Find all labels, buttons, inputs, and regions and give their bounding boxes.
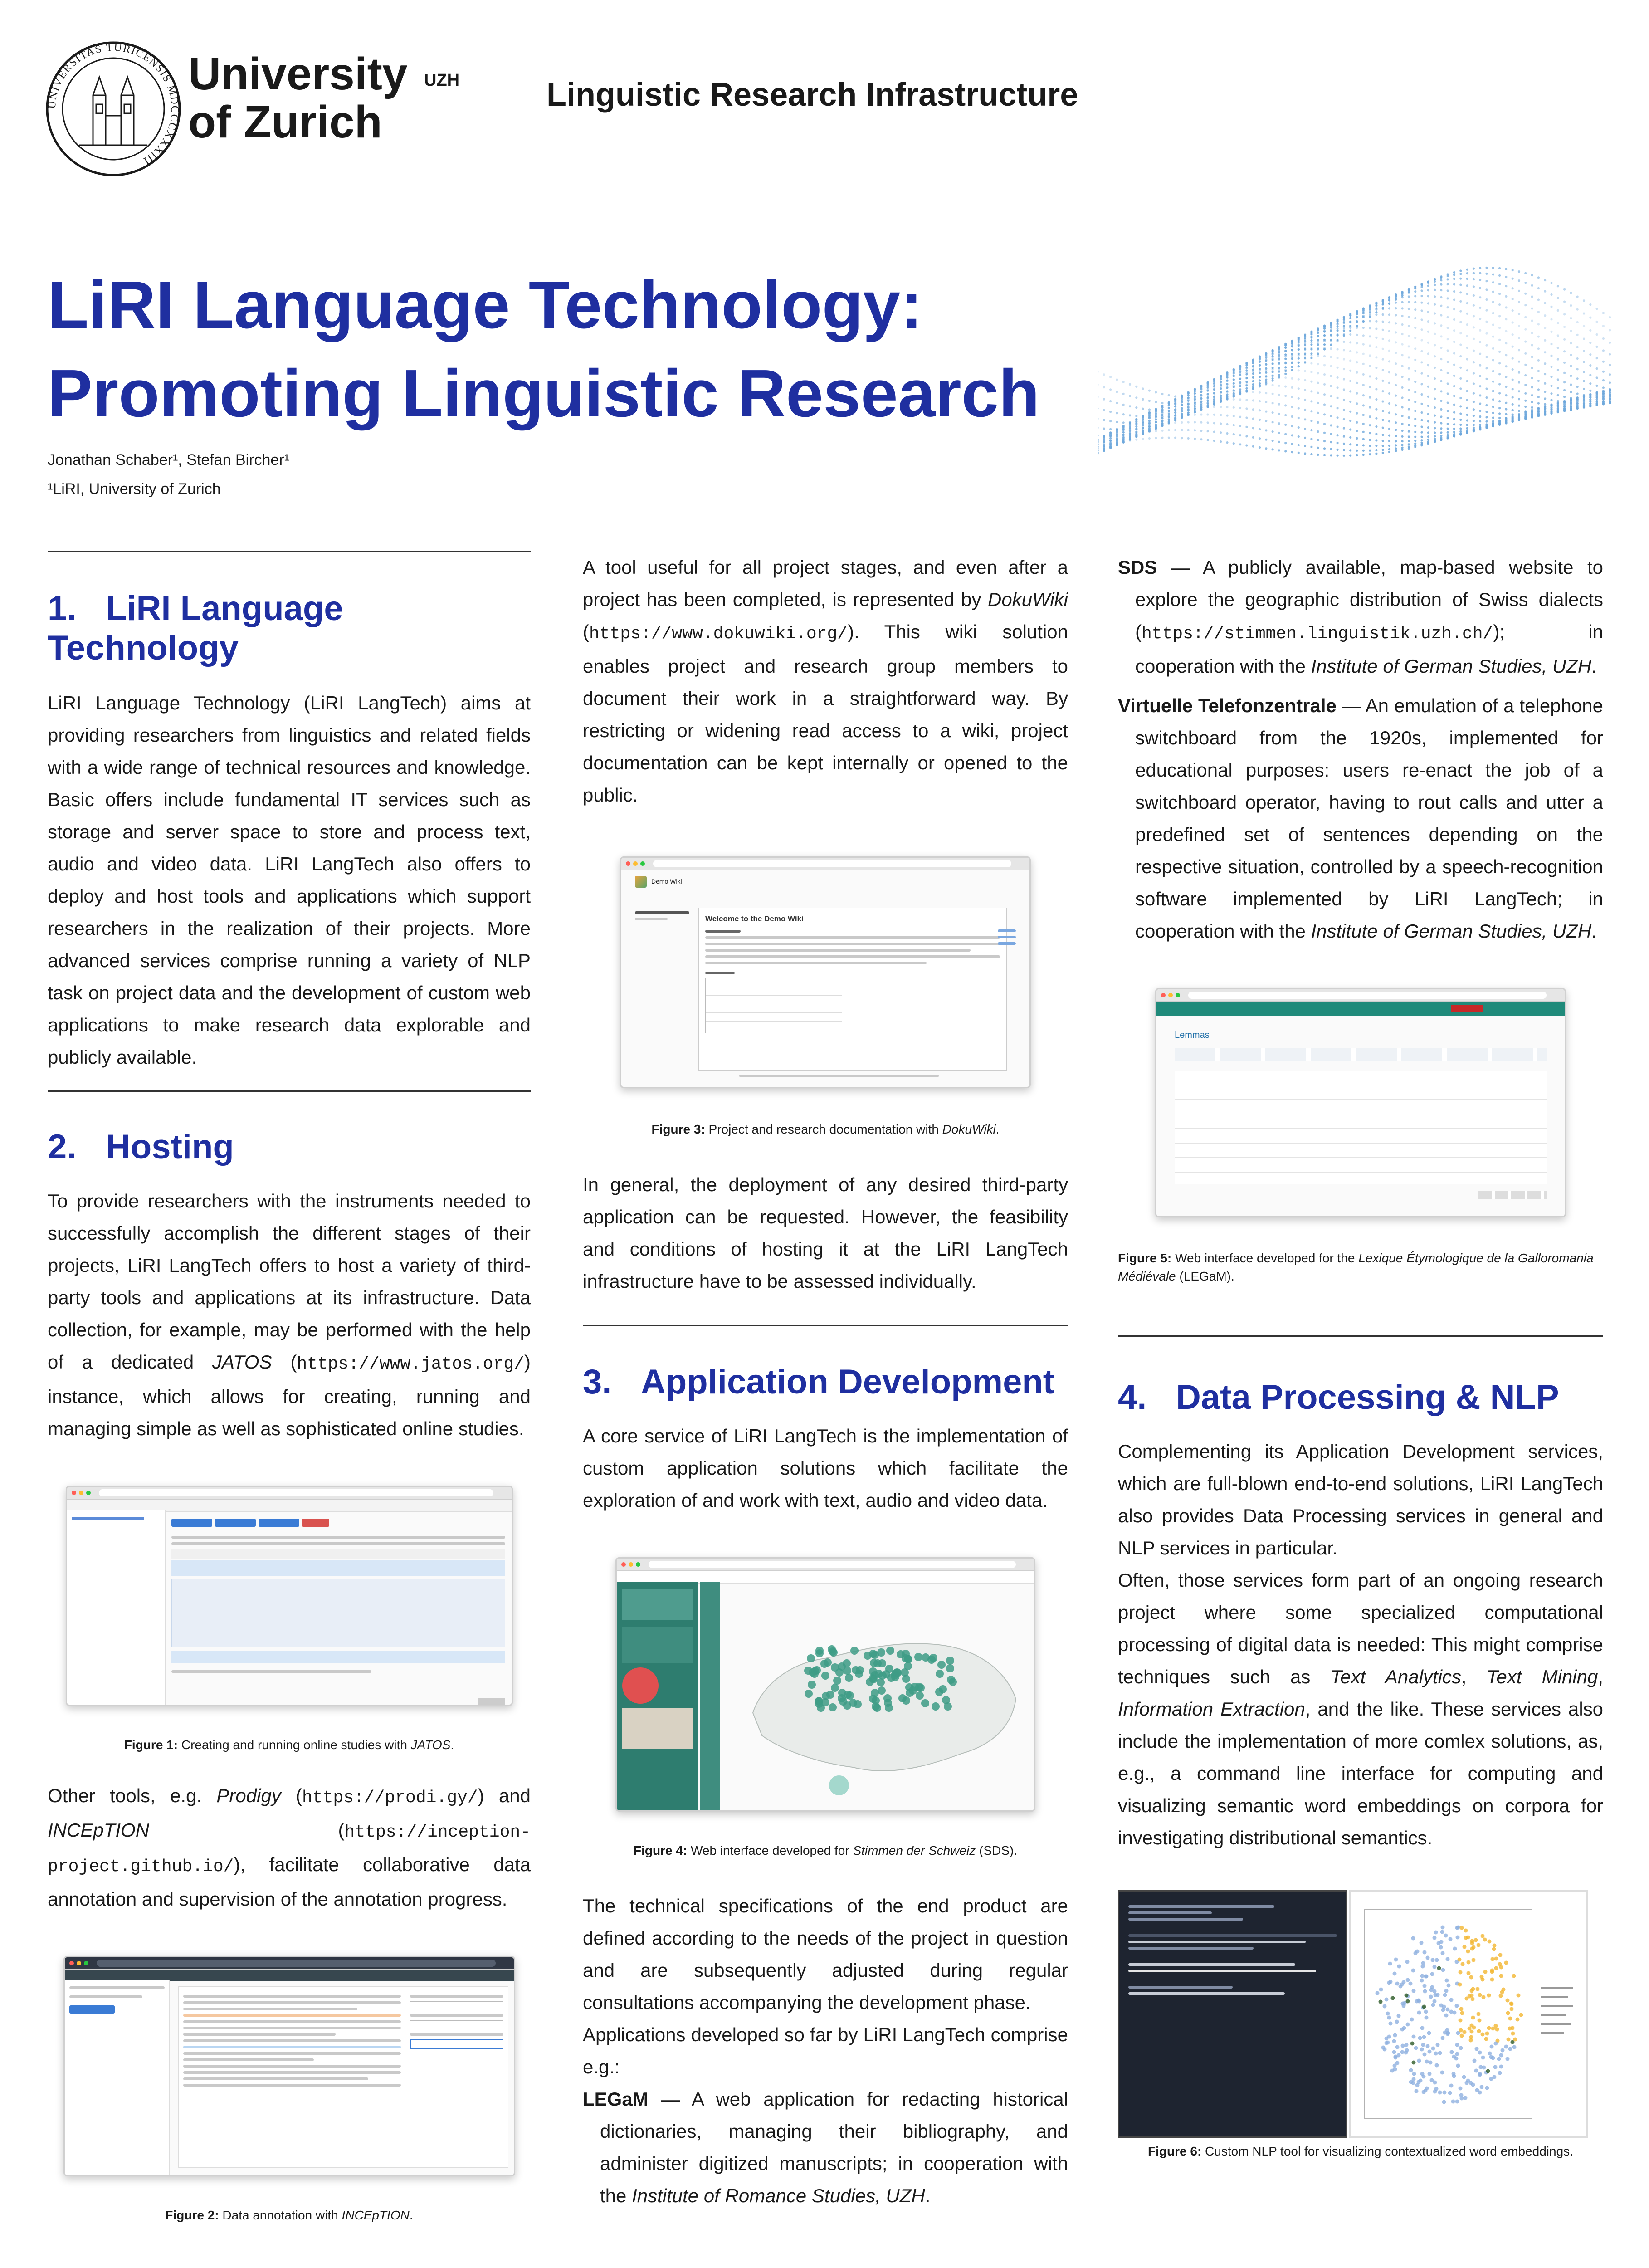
column-1 bbox=[48, 551, 531, 2223]
figure-1-caption: Figure 1: Creating and running online studies with JATOS. bbox=[124, 1738, 454, 1752]
university-name bbox=[188, 50, 459, 146]
section-2-text-1: To provide researchers with the instruments needed to successfully accomplish the different stages of their projects, LiRI LangTech offers to host a variety of third-party tools and applications at its infrastructure. Data collection, for example, may be performed with the help of a dedicated JATOS (https://www.jatos.org/) instance, which allows for creating, running and managing simple as well as sophisticated online studies. bbox=[48, 1190, 531, 1439]
section-2-title: Hosting bbox=[106, 1128, 234, 1166]
fig5-text: Web interface developed for the bbox=[1175, 1251, 1359, 1265]
section-divider bbox=[1118, 1335, 1603, 1337]
col2-p1a: A tool useful for all project stages, and even after a project has been completed, is represented by bbox=[583, 557, 1068, 610]
section-1-title: LiRI Language Technology bbox=[48, 589, 343, 667]
section-3-text-2: The technical specifications of the end product are defined according to the needs of the project in question and are subsequently adjusted during regular consultations accompanying the development phase. bbox=[583, 1895, 1068, 2013]
fig4-text: Web interface developed for bbox=[690, 1843, 853, 1857]
fig1-label: Figure 1: bbox=[124, 1738, 178, 1752]
browser-chrome bbox=[621, 858, 1029, 870]
fig2-text: Data annotation with bbox=[222, 2208, 342, 2222]
authors-block bbox=[48, 445, 289, 503]
uzh-mark: UZH bbox=[424, 71, 460, 90]
text-mining: Text Mining bbox=[1486, 1666, 1598, 1687]
section-4-title: Data Processing & NLP bbox=[1176, 1378, 1559, 1417]
text-analytics: Text Analytics bbox=[1330, 1666, 1461, 1687]
s2-p2b: and bbox=[484, 1785, 531, 1806]
section-2-heading bbox=[48, 1127, 531, 1167]
decorative-wave-graphic bbox=[1098, 222, 1615, 503]
section-divider bbox=[583, 1325, 1068, 1326]
fig1-text: Creating and running online studies with bbox=[181, 1738, 411, 1752]
sds-inst: Institute of German Studies, UZH bbox=[1311, 655, 1592, 677]
svg-text:UNIVERSITAS TURICENSIS MDCCCXX: UNIVERSITAS TURICENSIS MDCCCXXXIII bbox=[46, 41, 181, 167]
fig5-tail: (LEGaM). bbox=[1176, 1269, 1234, 1283]
legam-inst: Institute of Romance Studies, UZH bbox=[632, 2185, 925, 2206]
browser-chrome bbox=[1156, 989, 1565, 1002]
col2-text-1: A tool useful for all project stages, and even after a project has been completed, is represented by DokuWiki (https://www.dokuwiki.org/). This wiki solution enables project and research group members to document their work in a straightforward way. By restricting or widening read access to a wiki, project documentation can be kept internally or opened to the public. bbox=[583, 557, 1068, 806]
browser-chrome bbox=[67, 1487, 512, 1500]
section-3-heading bbox=[583, 1362, 1068, 1402]
vt-term: Virtuelle Telefonzentrale bbox=[1118, 695, 1337, 716]
section-1-heading bbox=[48, 589, 531, 668]
dokuwiki-name: DokuWiki bbox=[988, 589, 1068, 610]
vt-definition: Virtuelle Telefonzentrale — An emulation of a telephone switchboard from the 1920s, implemented for educational purposes: users re-enact the job of a switchboard operator, having to rout calls and utter a predefined set of sentences depending on the respective situation, controlled by a speech-recognition software implemented by LiRI LangTech; in cooperation with the Institute of German Studies, UZH. bbox=[1118, 695, 1603, 942]
s4-p2a: Often, those services form part of an ongoing research project where some specialized computational processing of digital data is needed: This might comprise techniques such as bbox=[1118, 1569, 1603, 1687]
figure-3-caption: Figure 3: Project and research documentation with DokuWiki. bbox=[651, 1122, 1000, 1136]
section-3-title: Application Development bbox=[641, 1363, 1055, 1401]
wiki-name: Demo Wiki bbox=[651, 878, 682, 885]
figure-4-caption bbox=[583, 1843, 1068, 1858]
section-2-text-2: Other tools, e.g. Prodigy (https://prodi.gy/) and INCEpTION (https://inception-project.github.io/), facilitate collaborative data annotation and supervision of the annotation progress. bbox=[48, 1785, 531, 1910]
legam-definition: LEGaM — A web application for redacting historical dictionaries, managing their bibliography, and administer digitized manuscripts; in cooperation with the Institute of Romance Studies, UZH. bbox=[583, 2088, 1068, 2206]
column-3 bbox=[1118, 551, 1603, 2159]
title-line-2: Promoting Linguistic Research bbox=[48, 356, 1040, 431]
fig2-label: Figure 2: bbox=[165, 2208, 219, 2222]
terminal-screenshot bbox=[1118, 1890, 1347, 2138]
fig6-text: Custom NLP tool for visualizing contextualized word embeddings. bbox=[1205, 2144, 1573, 2158]
column-2 bbox=[583, 551, 1068, 2212]
s2-p2c: , facilitate collaborative data annotation and supervision of the annotation progress. bbox=[48, 1854, 531, 1910]
university-name-text: University of Zurich bbox=[188, 49, 408, 147]
section-divider bbox=[48, 551, 531, 552]
wiki-page-title: Welcome to the Demo Wiki bbox=[705, 914, 804, 923]
section-3-text-1: A core service of LiRI LangTech is the implementation of custom application solutions which facilitate the exploration of and work with text, audio and video data. bbox=[583, 1425, 1068, 1511]
dokuwiki-url: https://www.dokuwiki.org/ bbox=[589, 624, 848, 644]
figure-2-caption: Figure 2: Data annotation with INCEpTION. bbox=[165, 2208, 413, 2222]
legam-def: — A web application for redacting historical dictionaries, managing their bibliography, and administer digitized manuscripts; in cooperation with the bbox=[600, 2088, 1068, 2206]
uzh-seal-logo bbox=[45, 41, 181, 177]
s2-p2a: Other tools, e.g. bbox=[48, 1785, 217, 1806]
fig6-label: Figure 6: bbox=[1148, 2144, 1202, 2158]
s4-p2b: , and the like. These services also include the implementation of more comlex solutions, as, e.g., a command line interface for computing and visualizing semantic word embeddings on corpora for investigating distributional semantics. bbox=[1118, 1698, 1604, 1848]
fig3-text: Project and research documentation with bbox=[708, 1122, 942, 1136]
fig1-em: JATOS bbox=[410, 1738, 451, 1752]
figure-3-screenshot bbox=[620, 856, 1031, 1088]
vt-inst: Institute of German Studies, UZH bbox=[1311, 920, 1592, 942]
section-1-number: 1. bbox=[48, 589, 77, 628]
inception-url: https://inception-project.github.io/ bbox=[48, 1823, 531, 1877]
fig5-label: Figure 5: bbox=[1118, 1251, 1172, 1265]
fig3-label: Figure 3: bbox=[651, 1122, 705, 1136]
vt-def: — An emulation of a telephone switchboard from the 1920s, implemented for educational purposes: users re-enact the job of a switchboard operator, having to rout calls and utter a predefined set of sentences depending on the respective situation, controlled by a speech-recognition software implemented by LiRI LangTech; in cooperation with the bbox=[1135, 695, 1603, 942]
embedding-plot-screenshot bbox=[1349, 1890, 1588, 2138]
section-4-heading bbox=[1118, 1378, 1603, 1417]
legam-term: LEGaM bbox=[583, 2088, 649, 2110]
section-3-number: 3. bbox=[583, 1363, 612, 1401]
sds-def: — A publicly available, map-based website to explore the geographic distribution of Swiss dialects ( bbox=[1135, 557, 1603, 642]
browser-chrome bbox=[65, 1957, 514, 1970]
browser-chrome bbox=[617, 1559, 1034, 1571]
fig4-tail: (SDS). bbox=[976, 1843, 1018, 1857]
prodigy-name: Prodigy bbox=[216, 1785, 281, 1806]
figure-4-screenshot bbox=[615, 1557, 1035, 1812]
sds-url: https://stimmen.linguistik.uzh.ch/ bbox=[1142, 624, 1493, 644]
section-4-text-2: Often, those services form part of an ongoing research project where some specialized computational processing of digital data is needed: This might comprise techniques such as Text Analytics, Text Mining, Information Extraction, and the like. These services also include the implementation of more comlex solutions, as, e.g., a command line interface for computing and visualizing semantic word embeddings on corpora for investigating distributional semantics. bbox=[1118, 1569, 1604, 1848]
section-divider bbox=[48, 1090, 531, 1092]
section-4-text-1: Complementing its Application Development services, which are full-blown end-to-end solutions, LiRI LangTech also provides Data Processing services in general and NLP services in particular. bbox=[1118, 1441, 1603, 1559]
fig4-label: Figure 4: bbox=[633, 1843, 688, 1857]
fig5-em: Lexique Étymologique de la Galloromania Médiévale bbox=[1118, 1251, 1594, 1283]
section-4-number: 4. bbox=[1118, 1378, 1147, 1417]
poster-title bbox=[48, 261, 1091, 438]
information-extraction: Information Extraction bbox=[1118, 1698, 1305, 1720]
jatos-name: JATOS bbox=[212, 1351, 272, 1373]
figure-6-screenshots bbox=[1118, 1890, 1590, 2135]
figure-5-screenshot bbox=[1155, 988, 1566, 1217]
swiss-map bbox=[726, 1595, 1025, 1804]
fig2-em: INCEpTION bbox=[342, 2208, 410, 2222]
s2-p1b: instance, which allows for creating, running and managing simple as well as sophisticated online studies. bbox=[48, 1386, 531, 1439]
sds-term: SDS bbox=[1118, 557, 1157, 578]
lemmas-heading: Lemmas bbox=[1175, 1030, 1210, 1040]
section-1-text: LiRI Language Technology (LiRI LangTech) aims at providing researchers from linguistics and related fields with a wide range of technical resources and knowledge. Basic offers include fundamental IT services such as storage and server space to store and process text, audio and video data. LiRI LangTech also offers to deploy and host tools and applications which support researchers in the realization of their projects. More advanced services comprise running a variety of NLP task on project data and the development of custom web applications to make research data explorable and publicly available. bbox=[48, 692, 531, 1068]
section-2-number: 2. bbox=[48, 1128, 77, 1166]
prodigy-url: https://prodi.gy/ bbox=[302, 1788, 478, 1808]
s2-p1a: To provide researchers with the instruments needed to successfully accomplish the different stages of their projects, LiRI LangTech offers to host a variety of third-party tools and applications at its infrastructure. Data collection, for example, may be performed with the help of a dedicated bbox=[48, 1190, 531, 1373]
authors: Jonathan Schaber¹, Stefan Bircher¹ bbox=[48, 451, 289, 469]
fig4-em: Stimmen der Schweiz bbox=[853, 1843, 976, 1857]
affiliation: ¹LiRI, University of Zurich bbox=[48, 480, 221, 498]
infrastructure-title: Linguistic Research Infrastructure bbox=[546, 77, 1078, 113]
section-3-text-3: Applications developed so far by LiRI LangTech comprise e.g.: bbox=[583, 2024, 1068, 2077]
fig3-em: DokuWiki bbox=[942, 1122, 996, 1136]
title-line-1: LiRI Language Technology: bbox=[48, 268, 923, 342]
sds-definition: SDS — A publicly available, map-based website to explore the geographic distribution of Swiss dialects (https://stimmen.linguistik.uzh.ch/); in cooperation with the Institute of German Studies, UZH. bbox=[1118, 557, 1603, 677]
figure-6-caption bbox=[1118, 2144, 1603, 2159]
jatos-url: https://www.jatos.org/ bbox=[297, 1354, 524, 1374]
embedding-scatter bbox=[1351, 1892, 1586, 2136]
figure-5-caption bbox=[1118, 1249, 1603, 1286]
col2-text-2: In general, the deployment of any desired third-party application can be requested. However, the feasibility and conditions of hosting it at the LiRI LangTech infrastructure have to be assessed individually. bbox=[583, 1174, 1068, 1292]
figure-1-screenshot bbox=[66, 1486, 513, 1706]
inception-name: INCEpTION bbox=[48, 1819, 150, 1841]
sds-def2: ); in cooperation with the bbox=[1135, 621, 1603, 677]
col2-p1b: . This wiki solution enables project and research group members to document their work in a straightforward way. By restricting or widening read access to a wiki, project documentation can be kept internally or opened to the public. bbox=[583, 621, 1068, 806]
figure-2-screenshot bbox=[63, 1956, 515, 2176]
